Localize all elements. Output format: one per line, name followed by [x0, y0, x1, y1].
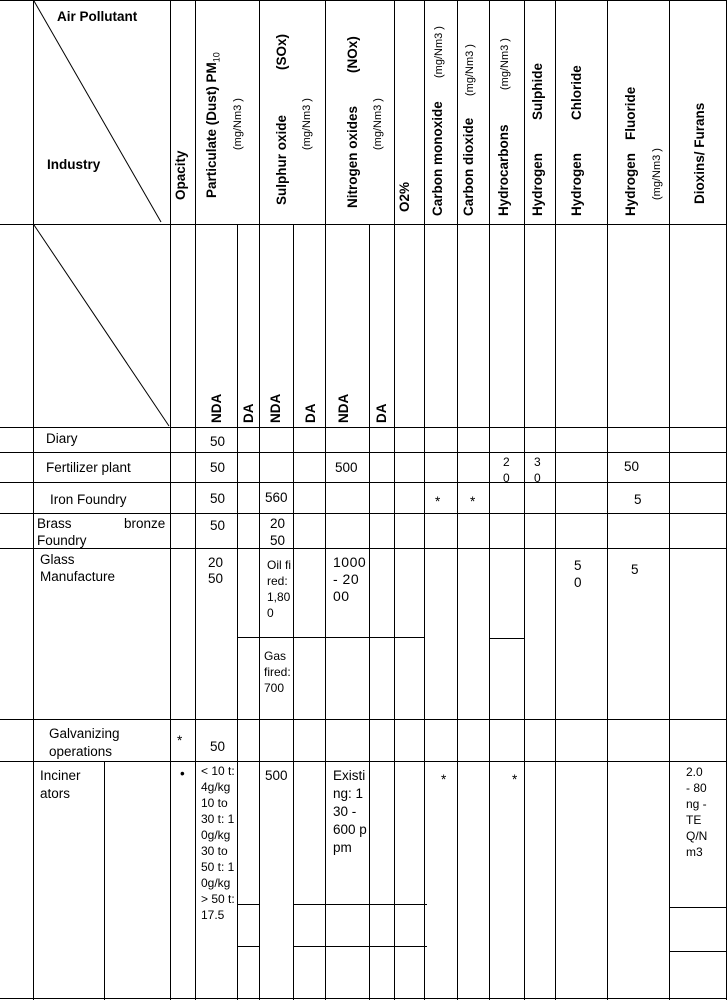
- so-formula: (SOx): [274, 33, 289, 70]
- so-header: Sulphur oxide: [274, 114, 289, 205]
- row-iron-pm: 50: [210, 491, 226, 506]
- nda-no: NDA: [336, 393, 351, 423]
- row-fertilizer-hf: 50: [624, 459, 640, 474]
- row-incin-co: *: [441, 772, 447, 787]
- hcl-header-b: Chloride: [569, 65, 584, 120]
- hf-unit: (mg/Nm3 ): [651, 148, 663, 200]
- row-galv-pm: 50: [210, 739, 226, 754]
- o2-header: O2%: [397, 181, 412, 212]
- row-incin-so: 500: [265, 768, 288, 783]
- row-incin-nox: Existing: 130 - 600 ppm: [333, 768, 367, 855]
- row-glass-hf: 5: [631, 562, 639, 577]
- nda-pm: NDA: [209, 393, 224, 423]
- h2s-header-b: Sulphide: [530, 63, 545, 120]
- da-no: DA: [374, 403, 389, 423]
- hcl-header-a: Hydrogen: [569, 152, 584, 216]
- row-brass-name-b: bronze: [124, 516, 166, 531]
- row-fertilizer-hc: 2 0: [503, 455, 510, 485]
- row-incin-dioxin: 2.0 - 80 ng - TEQ/Nm3: [686, 765, 708, 859]
- row-fertilizer-pm: 50: [210, 460, 226, 475]
- row-brass-name-a: Brass: [37, 516, 72, 531]
- row-diary-pm: 50: [210, 434, 226, 449]
- row-incin-pm: < 10 t: 4g/kg 10 to 30 t: 10g/kg 30 to 50 t: 10g/kg > 50 t: 17.5: [201, 764, 235, 922]
- co2-unit: (mg/Nm3 ): [464, 44, 476, 96]
- row-iron-so: 560: [265, 490, 288, 505]
- da-so: DA: [303, 403, 318, 423]
- co-unit: (mg/Nm3 ): [433, 26, 445, 78]
- row-glass-nox: 1000 - 2000: [333, 554, 367, 604]
- row-diary-name: Diary: [46, 431, 78, 446]
- row-brass-so-a: 20: [270, 516, 286, 531]
- row-glass-name-a: Glass: [40, 552, 75, 567]
- hf-header-b: Fluoride: [623, 86, 638, 140]
- row-iron-co: *: [435, 494, 441, 509]
- row-galv-name-b: operations: [49, 744, 113, 759]
- dioxins-header: Dioxins/ Furans: [692, 102, 707, 204]
- row-incin-name-b: ators: [40, 786, 71, 801]
- opacity-header: Opacity: [173, 150, 188, 200]
- row-glass-so-gas: Gas fired: 700: [264, 649, 291, 695]
- row-glass-hcl-b: 0: [574, 575, 582, 590]
- row-fertilizer-nox: 500: [335, 460, 358, 475]
- co-header: Carbon monoxide: [430, 101, 445, 216]
- row-iron-hf: 5: [634, 492, 642, 507]
- row-brass-name-c: Foundry: [37, 533, 87, 548]
- row-glass-name-b: Manufacture: [40, 569, 116, 584]
- row-iron-name: Iron Foundry: [50, 492, 127, 507]
- row-incin-hc: *: [512, 772, 518, 787]
- hc-header: Hydrocarbons: [496, 124, 511, 216]
- row-brass-so-b: 50: [270, 533, 286, 548]
- row-incin-opacity: •: [180, 766, 185, 781]
- no-formula: (NOx): [345, 36, 360, 73]
- hc-unit: (mg/Nm3 ): [499, 38, 511, 90]
- row-brass-pm: 50: [210, 518, 226, 533]
- no-unit: (mg/Nm3 ): [372, 98, 384, 150]
- da-pm: DA: [241, 403, 256, 423]
- industry-label: Industry: [47, 157, 101, 172]
- row-glass-pm-b: 50: [208, 571, 224, 586]
- pm-header: Particulate (Dust) $PM_{10}$: [204, 52, 222, 198]
- row-fertilizer-h2s: 3 0: [534, 455, 541, 485]
- row-glass-so-oil: Oil fired: 1,800: [267, 558, 291, 620]
- row-galv-opacity: *: [177, 733, 183, 748]
- row-incin-name-a: Inciner: [40, 768, 81, 783]
- so-unit: (mg/Nm3 ): [301, 98, 313, 150]
- row-glass-pm-a: 20: [208, 555, 224, 570]
- nda-so: NDA: [268, 393, 283, 423]
- row-glass-hcl-a: 5: [574, 558, 582, 573]
- row-iron-co2: *: [470, 494, 476, 509]
- co2-header: Carbon dioxide: [461, 117, 476, 216]
- air-pollutant-label: Air Pollutant: [57, 9, 138, 24]
- row-galv-name-a: Galvanizing: [49, 726, 120, 741]
- hf-header-a: Hydrogen: [623, 152, 638, 216]
- row-fertilizer-name: Fertilizer plant: [46, 460, 131, 475]
- h2s-header-a: Hydrogen: [530, 152, 545, 216]
- pm-unit: (mg/Nm3 ): [232, 98, 244, 150]
- no-header: Nitrogen oxides: [345, 105, 360, 208]
